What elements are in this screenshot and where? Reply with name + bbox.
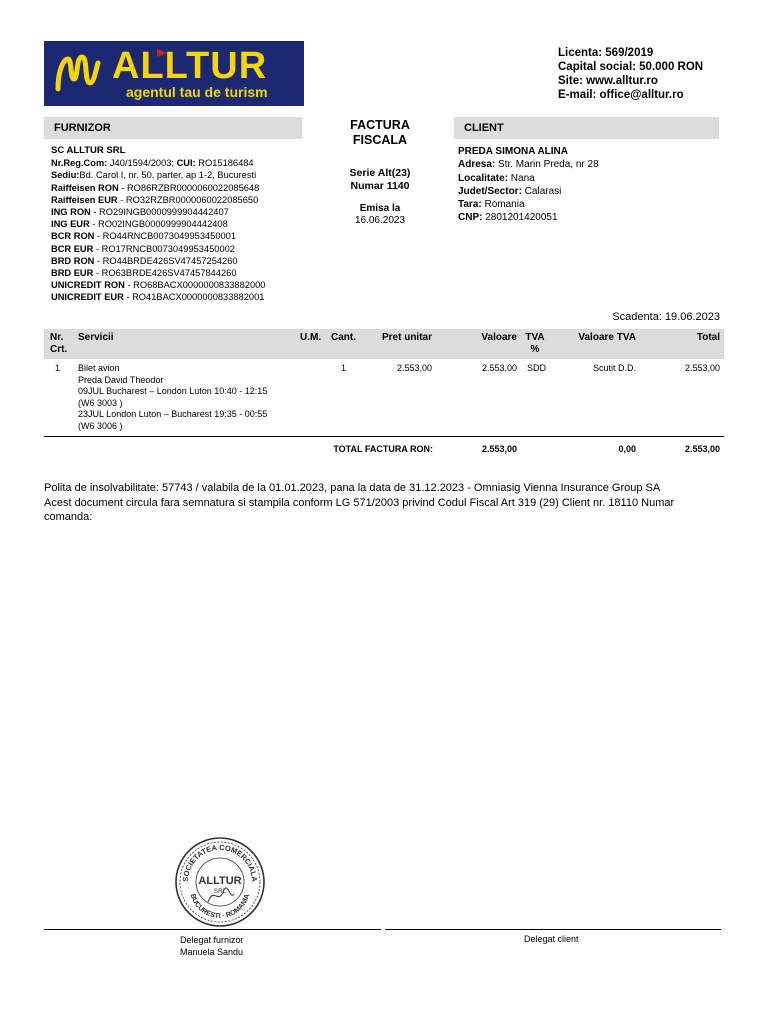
- bank-account-line: BRD EUR - RO63BRDE426SV47457844260: [51, 268, 237, 279]
- site-line: Site: www.alltur.ro: [558, 75, 658, 87]
- client-name: PREDA SIMONA ALINA: [458, 146, 568, 157]
- svg-text:ALLTUR: ALLTUR: [198, 875, 242, 887]
- furnizor-delegate-name: Manuela Sandu: [180, 947, 244, 957]
- company-stamp: [174, 836, 266, 928]
- bank-account-line: ING EUR - RO02INGB0000999904442408: [51, 219, 228, 230]
- document-number: [330, 167, 430, 193]
- document-title-line2: FISCALA: [352, 133, 408, 147]
- issue-date-label: Emisa la: [359, 203, 401, 214]
- due-date: Scadenta: 19.06.2023: [612, 311, 720, 323]
- note-line: comanda:: [44, 511, 93, 523]
- col-total: Total: [696, 332, 720, 343]
- email-line: E-mail: office@alltur.ro: [558, 89, 684, 101]
- issue-date-value: 16.06.2023: [354, 215, 406, 226]
- furnizor-delegate-label: Delegat furnizor: [180, 935, 244, 945]
- client-signature-line: [385, 929, 721, 930]
- col-nr: Nr. Crt.: [50, 332, 68, 355]
- service-line: Preda David Theodor: [78, 374, 164, 385]
- service-line: 23JUL London Luton – Bucharest 19:35 - 00:55: [78, 409, 268, 419]
- row-tva: SDD: [527, 363, 547, 373]
- bank-account-line: Raiffeisen RON - RO86RZBR0000060022085648: [51, 182, 260, 193]
- total-valoare: 2.553,00: [481, 444, 517, 454]
- bank-account-line: BCR RON - RO44RNCB0073049953450001: [51, 231, 237, 242]
- svg-text:SRL: SRL: [213, 888, 227, 895]
- bank-account-line: UNICREDIT RON - RO68BACX0000000833882000: [51, 280, 266, 291]
- client-country: Tara: Romania: [458, 199, 525, 211]
- invoice-number: Numar 1140: [350, 180, 410, 192]
- col-valoare-tva: Valoare TVA: [578, 332, 636, 343]
- document-title-line1: FACTURA: [350, 118, 410, 132]
- note-line: Polita de insolvabilitate: 57743 / valabila de la 01.01.2023, pana la data de 31.12.2023 - Omniasig Vienna Insurance Group SA: [44, 482, 661, 494]
- supplier-name: SC ALLTUR SRL: [51, 145, 126, 156]
- client-county: Judet/Sector: Calarasi: [458, 185, 562, 197]
- logo-brand: ALLTUR: [112, 45, 268, 87]
- svg-text:SOCIETATEA COMERCIALA: SOCIETATEA COMERCIALA: [180, 842, 260, 883]
- document-title: [330, 118, 430, 148]
- logo-slogan: agentul tau de turism: [126, 84, 268, 100]
- col-servicii: Servicii: [78, 332, 114, 343]
- row-nr: 1: [55, 363, 61, 373]
- service-line: (W6 3006 ): [78, 420, 123, 431]
- bank-account-line: BCR EUR - RO17RNCB0073049953450002: [51, 243, 235, 254]
- total-tva: 0,00: [618, 444, 636, 454]
- client-details: [458, 145, 718, 225]
- service-line: Bilet avion: [78, 363, 120, 373]
- furnizor-heading: FURNIZOR: [44, 117, 302, 139]
- supplier-reg-line: Nr.Reg.Com: J40/1594/2003; CUI: RO15186484: [51, 158, 254, 169]
- bank-account-line: UNICREDIT EUR - RO41BACX0000000833882001: [51, 292, 265, 303]
- row-valoare: 2.553,00: [481, 363, 517, 373]
- col-pret-unitar: Pret unitar: [381, 332, 432, 343]
- client-cnp: CNP: 2801201420051: [458, 212, 558, 224]
- furnizor-signature-line: [44, 929, 381, 930]
- row-pret: 2.553,00: [396, 363, 432, 373]
- company-info: [558, 46, 703, 102]
- supplier-details: [51, 145, 311, 304]
- bank-account-line: BRD RON - RO44BRDE426SV47457254260: [51, 255, 238, 266]
- capital-line: Capital social: 50.000 RON: [558, 61, 704, 73]
- invoice-notes: [44, 481, 734, 525]
- furnizor-delegate: [180, 934, 244, 958]
- col-cant: Cant.: [331, 332, 356, 343]
- row-valoare-tva: Scutit D.D.: [592, 363, 636, 373]
- client-heading: CLIENT: [454, 117, 719, 139]
- svg-text:BUCURESTI · ROMANIA: BUCURESTI · ROMANIA: [188, 893, 252, 921]
- row-total: 2.553,00: [684, 363, 720, 373]
- supplier-address-line: Sediu:Bd. Carol I, nr. 50, parter, ap 1-2, Bucuresti: [51, 170, 257, 181]
- company-logo: [44, 41, 304, 106]
- bank-account-line: ING RON - RO29INGB0000999904442407: [51, 207, 229, 218]
- total-label: TOTAL FACTURA RON:: [333, 444, 433, 454]
- col-valoare: Valoare: [481, 332, 517, 343]
- alltur-logo-mark-icon: [54, 49, 102, 95]
- table-divider: [44, 436, 724, 437]
- invoice-series: Serie Alt(23): [349, 167, 411, 179]
- total-amount: 2.553,00: [684, 444, 720, 454]
- note-line: Acest document circula fara semnatura si stampila conform LG 571/2003 privind Codul Fiscal Art 319 (29) Client nr. 18110 Numar: [44, 496, 675, 509]
- client-delegate-label: Delegat client: [524, 934, 579, 944]
- client-address: Adresa: Str. Marin Preda, nr 28: [458, 159, 599, 171]
- invoice-table-header: [44, 329, 724, 359]
- issue-date: [330, 203, 430, 227]
- row-servicii: [78, 363, 308, 432]
- col-tva: TVA %: [525, 332, 545, 355]
- row-cant: 1: [341, 363, 347, 373]
- col-um: U.M.: [300, 332, 322, 343]
- bank-account-line: Raiffeisen EUR - RO32RZBR0000060022085650: [51, 194, 259, 205]
- client-locality: Localitate: Nana: [458, 172, 535, 184]
- service-line: (W6 3003 ): [78, 397, 123, 408]
- license-line: Licenta: 569/2019: [558, 47, 654, 59]
- service-line: 09JUL Bucharest – London Luton 10:40 - 12:15: [78, 386, 268, 396]
